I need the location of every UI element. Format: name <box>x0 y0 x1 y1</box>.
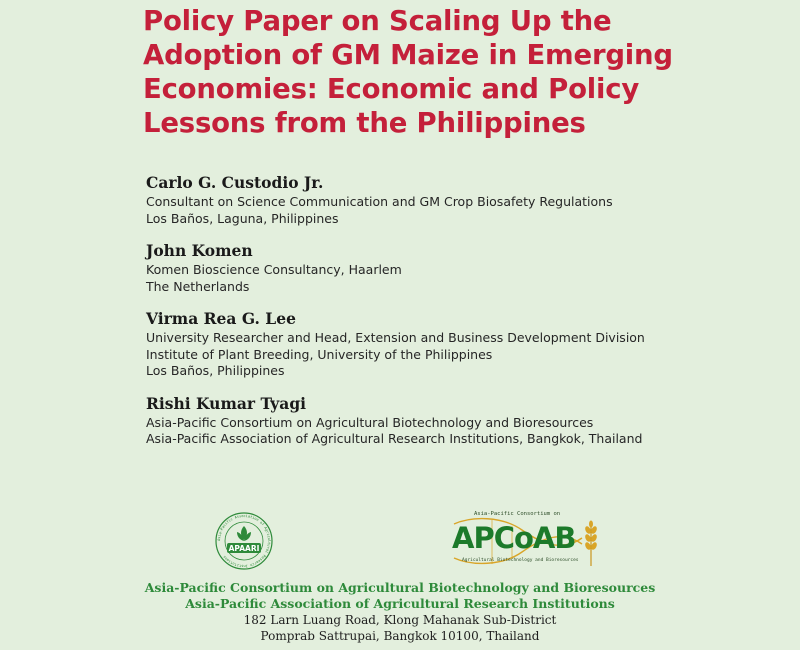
author-block <box>146 309 786 380</box>
apaari-ring-text: Asia-Pacific Association of Agricultural Research Institutions <box>216 513 272 569</box>
apcoab-bottom-text: Agricultural Biotechnology and Bioresources <box>462 558 579 563</box>
author-affiliation: Asia-Pacific Association of Agricultural Research Institutions, Bangkok, Thailand <box>146 431 643 446</box>
footer-address: 182 Larn Luang Road, Klong Mahanak Sub-District <box>243 613 557 627</box>
document-title <box>143 4 783 140</box>
author-list <box>146 173 786 462</box>
author-block <box>146 394 786 448</box>
author-name: John Komen <box>146 241 253 260</box>
footer-org-name: Asia-Pacific Consortium on Agricultural Biotechnology and Bioresources <box>144 580 656 595</box>
title-line: Adoption of GM Maize in Emerging <box>143 39 673 71</box>
apaari-logo-text: APAARI <box>228 544 260 553</box>
author-affiliation: University Researcher and Head, Extension and Business Development Division <box>146 330 645 345</box>
author-block <box>146 241 786 295</box>
author-affiliation: The Netherlands <box>146 278 250 294</box>
author-name: Virma Rea G. Lee <box>146 309 296 328</box>
author-affiliation: Los Baños, Philippines <box>146 363 285 378</box>
author-name: Rishi Kumar Tyagi <box>146 393 307 413</box>
apaari-logo-icon <box>213 510 275 572</box>
wheat-icon <box>582 520 600 566</box>
apcoab-top-text: Asia-Pacific Consortium on <box>474 511 561 517</box>
apcoab-logo-icon <box>452 510 602 576</box>
publisher-footer <box>0 580 800 644</box>
footer-org-name: Asia-Pacific Association of Agricultural Research Institutions <box>185 596 615 611</box>
footer-address: Pomprab Sattrupai, Bangkok 10100, Thailand <box>260 629 540 643</box>
title-line: Lessons from the Philippines <box>143 107 586 139</box>
author-affiliation: Institute of Plant Breeding, University of the Philippines <box>146 346 493 362</box>
apcoab-logo-text: APCoAB <box>452 521 576 555</box>
author-affiliation: Los Baños, Laguna, Philippines <box>146 210 339 226</box>
author-affiliation: Consultant on Science Communication and GM Crop Biosafety Regulations <box>146 194 613 209</box>
author-name: Carlo G. Custodio Jr. <box>146 173 324 192</box>
author-affiliation: Asia-Pacific Consortium on Agricultural Biotechnology and Bioresources <box>146 414 594 430</box>
author-affiliation: Komen Bioscience Consultancy, Haarlem <box>146 262 402 277</box>
title-line: Economies: Economic and Policy <box>143 73 640 105</box>
title-line: Policy Paper on Scaling Up the <box>143 5 612 37</box>
author-block <box>146 173 786 227</box>
